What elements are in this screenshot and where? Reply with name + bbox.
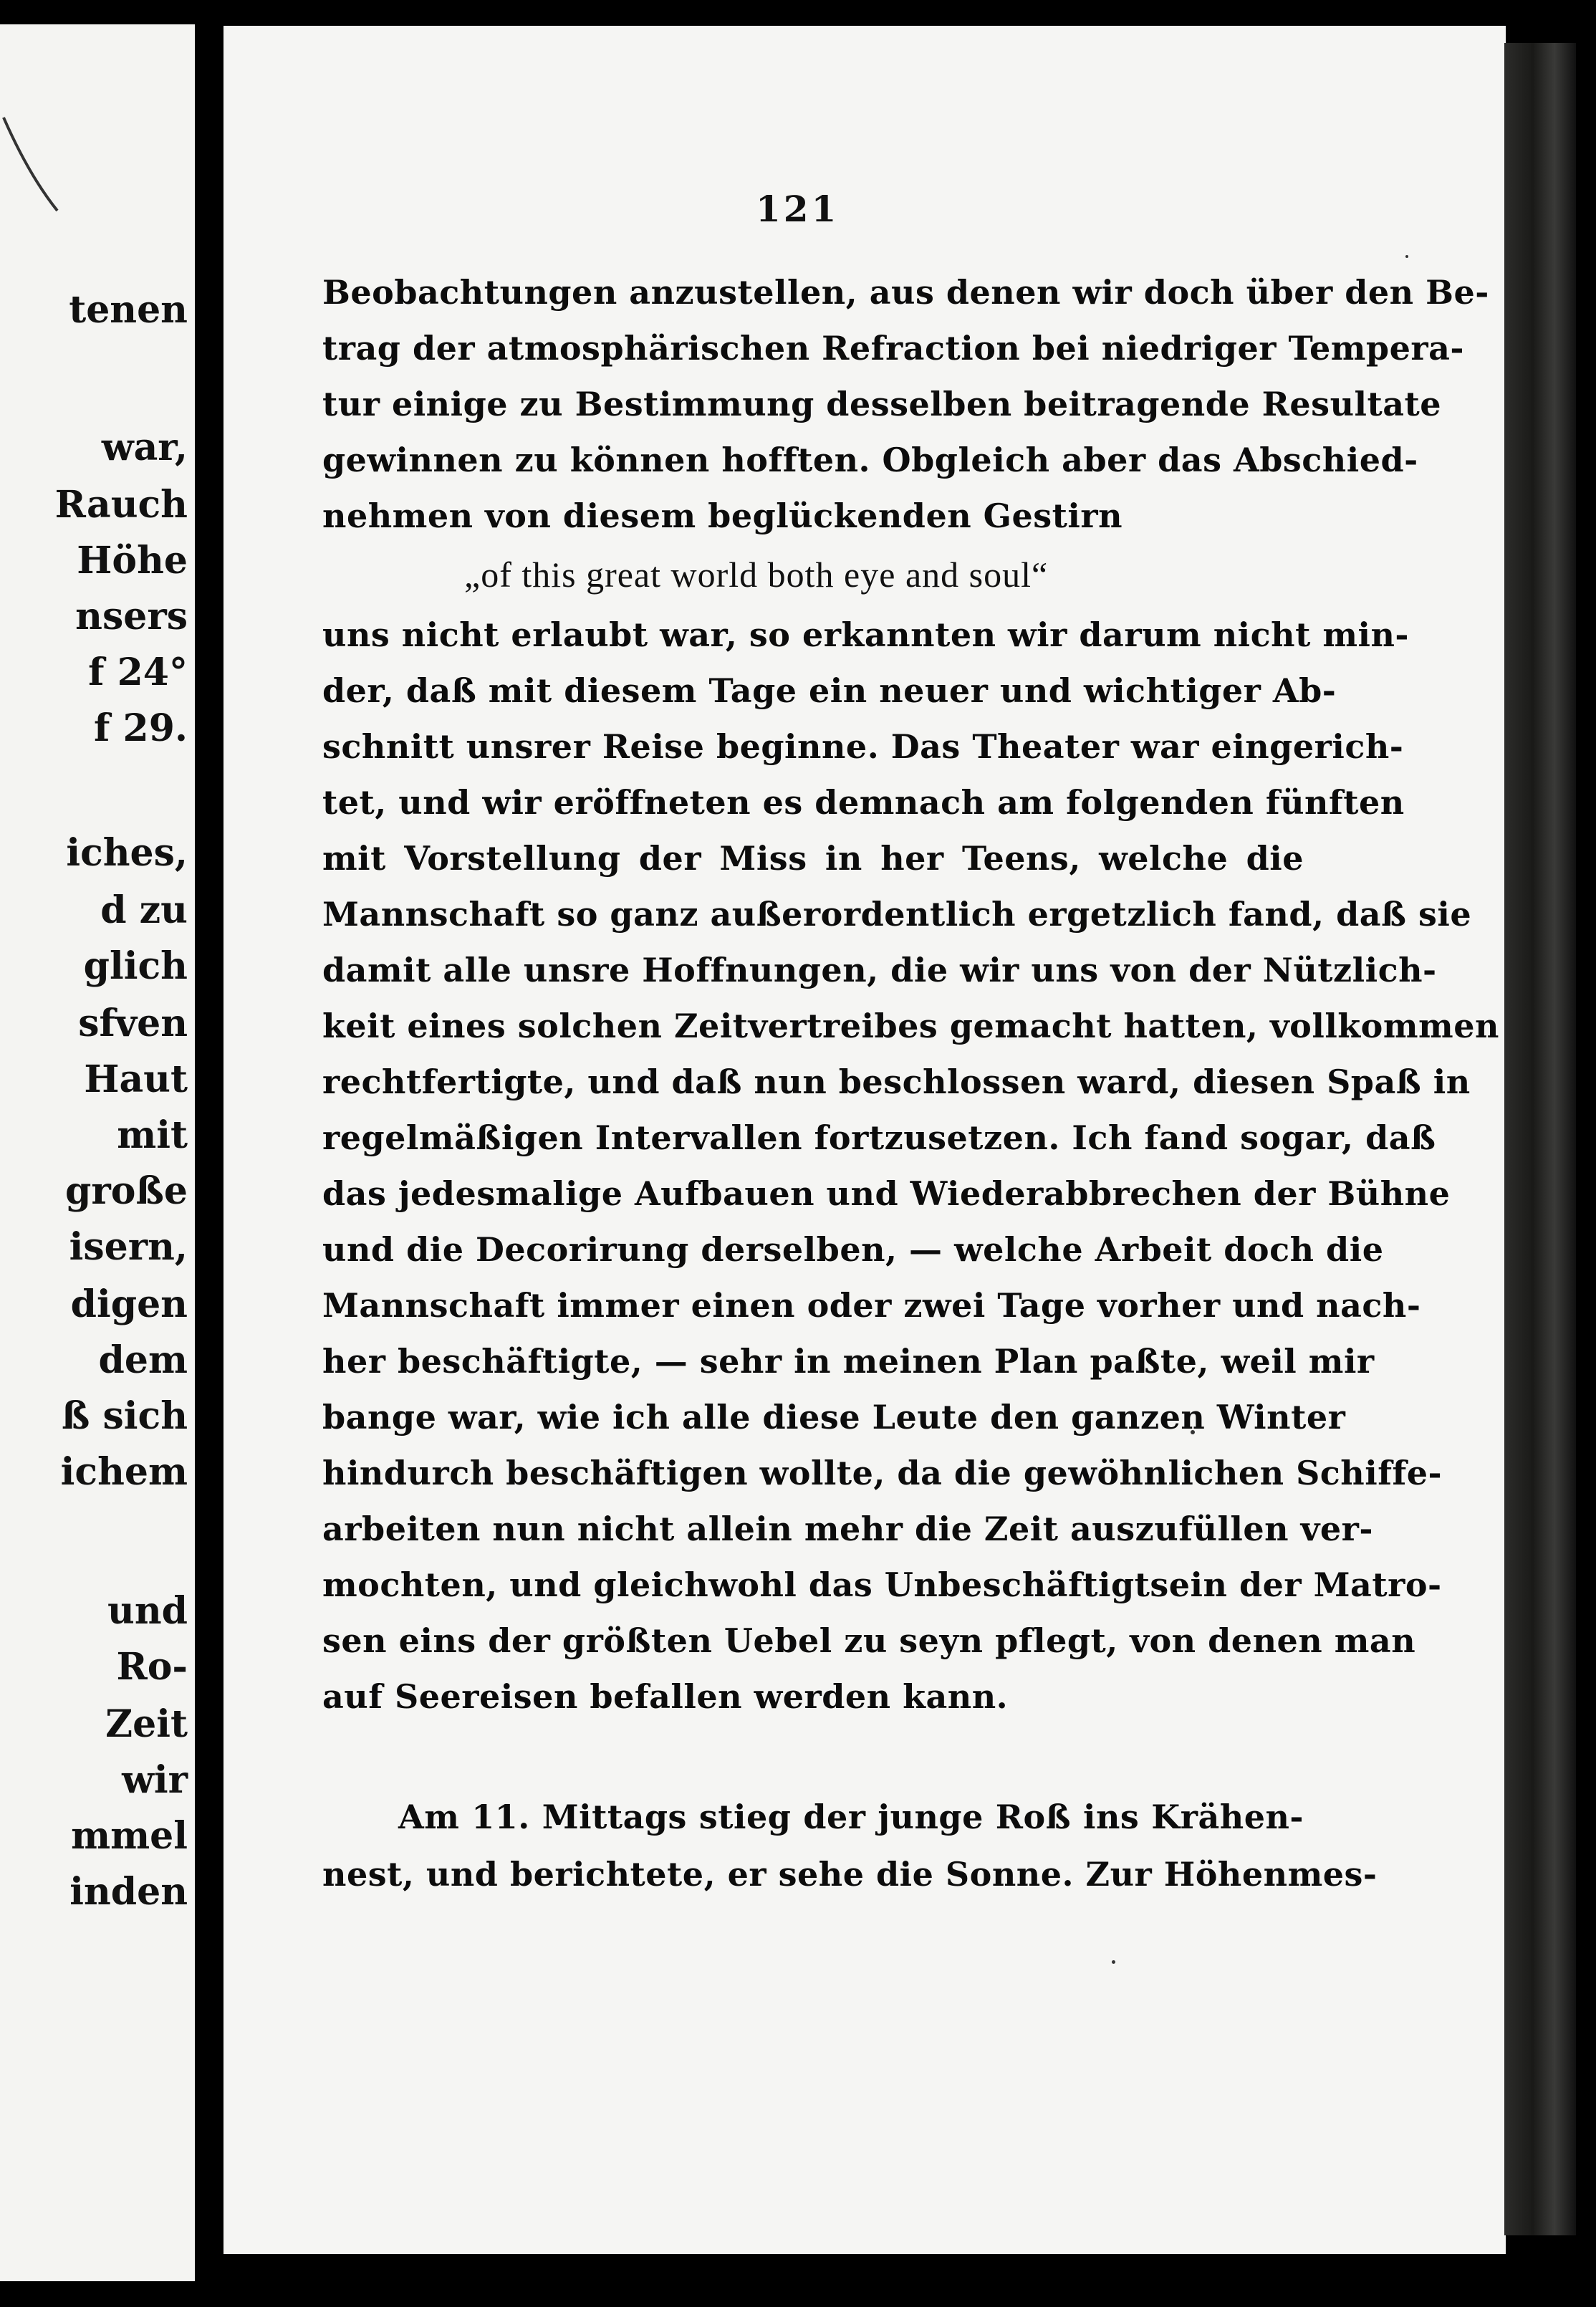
left-line: Zeit	[105, 1702, 188, 1746]
text-line: tet, und wir eröffneten es demnach am folgenden fünften	[322, 783, 1405, 822]
left-line: wir	[122, 1758, 188, 1802]
left-line: f 24°	[88, 651, 188, 694]
left-line: Rauch	[54, 483, 188, 527]
text-line: bange war, wie ich alle diese Leute den ganzen Winter	[322, 1398, 1346, 1437]
text-line: nest, und berichtete, er sehe die Sonne. Zur Höhenmes-	[322, 1855, 1378, 1894]
paper-speck	[1112, 1960, 1115, 1964]
quote-line: „of this great world both eye and soul“	[464, 555, 1049, 595]
text-line: schnitt unsrer Reise beginne. Das Theater war eingerich-	[322, 727, 1404, 766]
text-line: keit eines solchen Zeitvertreibes gemacht hatten, vollkommen	[322, 1007, 1499, 1045]
text-line: arbeiten nun nicht allein mehr die Zeit auszufüllen ver-	[322, 1510, 1373, 1548]
text-line: hindurch beschäftigen wollte, da die gewöhnlichen Schiffe-	[322, 1454, 1443, 1492]
left-line: mit	[117, 1113, 188, 1157]
text-line: gewinnen zu können hofften. Obgleich aber das Abschied-	[322, 441, 1418, 479]
book-gutter	[195, 0, 223, 2307]
text-line: das jedesmalige Aufbauen und Wiederabbrechen der Bühne	[322, 1174, 1451, 1213]
text-line: trag der atmosphärischen Refraction bei niedriger Tempera-	[322, 329, 1464, 368]
left-line: isern,	[69, 1225, 188, 1269]
text-line: tur einige zu Bestimmung desselben beitragende Resultate	[322, 385, 1442, 423]
left-line: dem	[98, 1338, 188, 1382]
page-number: 121	[756, 188, 840, 230]
text-line: nehmen von diesem beglückenden Gestirn	[322, 497, 1123, 535]
left-line: mmel	[71, 1814, 188, 1858]
paper-speck	[1405, 255, 1408, 258]
left-line: Haut	[84, 1057, 188, 1101]
left-page-fragment	[0, 24, 195, 2281]
left-line: nsers	[75, 595, 188, 638]
text-line: auf Seereisen befallen werden kann.	[322, 1677, 1009, 1716]
left-line: glich	[83, 944, 188, 988]
left-line: inden	[69, 1870, 188, 1914]
left-line: iches,	[66, 831, 188, 875]
text-line: Mannschaft immer einen oder zwei Tage vorher und nach-	[322, 1286, 1421, 1325]
text-line: mit Vorstellung der Miss in her Teens, welche die	[322, 839, 1304, 878]
left-line: f 29.	[94, 706, 188, 750]
text-line: der, daß mit diesem Tage ein neuer und wichtiger Ab-	[322, 671, 1337, 710]
left-line: d zu	[100, 888, 188, 932]
left-line: Höhe	[77, 539, 188, 582]
page-stack-edge	[1504, 43, 1576, 2235]
left-line: und	[107, 1589, 188, 1633]
left-line: große	[64, 1169, 188, 1213]
left-line: Ro-	[116, 1645, 188, 1689]
left-line: digen	[70, 1282, 188, 1326]
text-line: uns nicht erlaubt war, so erkannten wir darum nicht min-	[322, 615, 1410, 654]
text-line: mochten, und gleichwohl das Unbeschäftigtsein der Matro-	[322, 1565, 1442, 1604]
left-line: sfven	[78, 1002, 188, 1045]
text-line: regelmäßigen Intervallen fortzusetzen. Ich fand sogar, daß	[322, 1118, 1436, 1157]
left-line: tenen	[69, 288, 188, 332]
left-line: war,	[101, 426, 188, 469]
left-line: ß sich	[61, 1394, 188, 1438]
text-line: sen eins der größten Uebel zu seyn pflegt, von denen man	[322, 1621, 1416, 1660]
left-line: ichem	[60, 1450, 188, 1494]
text-line: und die Decorirung derselben, — welche Arbeit doch die	[322, 1230, 1384, 1269]
text-line: Beobachtungen anzustellen, aus denen wir doch über den Be-	[322, 273, 1489, 312]
text-line: Am 11. Mittags stieg der junge Roß ins Krähen-	[398, 1798, 1304, 1836]
text-line: Mannschaft so ganz außerordentlich ergetzlich fand, daß sie	[322, 895, 1472, 934]
text-line: rechtfertigte, und daß nun beschlossen ward, diesen Spaß in	[322, 1063, 1471, 1101]
page-curl-mark	[0, 110, 64, 225]
text-line: her beschäftigte, — sehr in meinen Plan paßte, weil mir	[322, 1342, 1375, 1381]
text-line: damit alle unsre Hoffnungen, die wir uns von der Nützlich-	[322, 951, 1437, 989]
